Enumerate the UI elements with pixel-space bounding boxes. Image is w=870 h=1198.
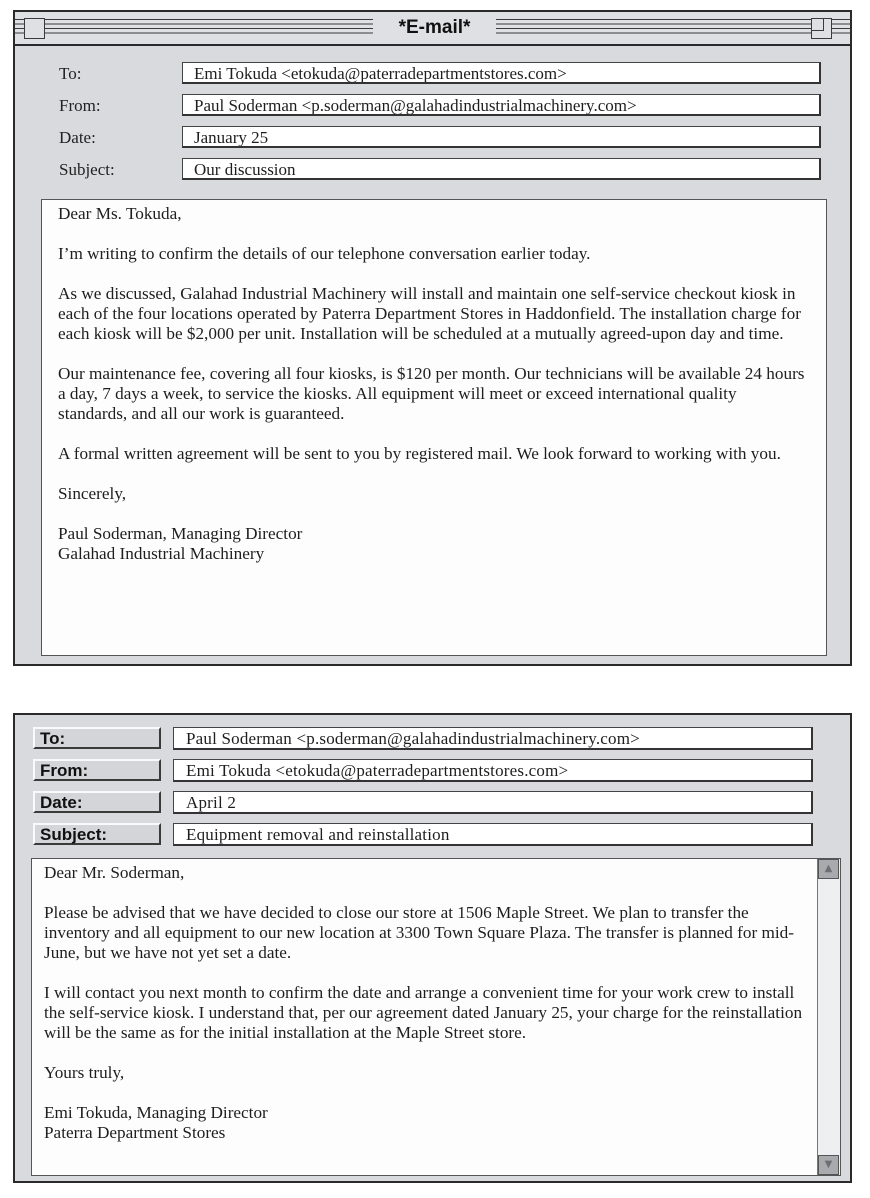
- subject-field[interactable]: Equipment removal and reinstallation: [173, 823, 813, 846]
- to-field[interactable]: Paul Soderman <p.soderman@galahadindustrialmachinery.com>: [173, 727, 813, 750]
- header-row-from: [15, 759, 850, 783]
- greeting: Dear Ms. Tokuda,: [58, 204, 182, 223]
- signature-name: Emi Tokuda, Managing Director: [44, 1103, 268, 1122]
- signature-company: Galahad Industrial Machinery: [58, 544, 265, 563]
- title-bar[interactable]: [15, 12, 850, 46]
- window-title: *E-mail*: [373, 12, 496, 44]
- header-row-subject: [15, 158, 850, 182]
- zoom-box-icon[interactable]: [811, 18, 832, 39]
- message-body[interactable]: [31, 858, 841, 1176]
- header-row-date: [15, 791, 850, 815]
- from-field[interactable]: Emi Tokuda <etokuda@paterradepartmentstores.com>: [173, 759, 813, 782]
- from-label: From:: [33, 759, 161, 781]
- subject-field[interactable]: Our discussion: [182, 158, 821, 180]
- scroll-up-arrow-icon[interactable]: ▲: [818, 859, 839, 879]
- title-bar-stripes-right: [496, 19, 850, 37]
- date-field[interactable]: April 2: [173, 791, 813, 814]
- title-bar-stripes-left: [15, 19, 373, 37]
- scroll-down-arrow-icon[interactable]: ▼: [818, 1155, 839, 1175]
- date-label: Date:: [59, 128, 96, 147]
- email-window-2: [13, 713, 852, 1183]
- to-label: To:: [33, 727, 161, 749]
- body-paragraph: As we discussed, Galahad Industrial Machinery will install and maintain one self-service checkout kiosk in each of the four locations operated by Paterra Department Stores in Haddonfield. The installation charge for each kiosk will be $2,000 per unit. Installation will be scheduled at a mutually agreed-upon day and time.: [58, 284, 801, 343]
- close-box-icon[interactable]: [24, 18, 45, 39]
- signature-company: Paterra Department Stores: [44, 1123, 226, 1142]
- header-row-subject: [15, 823, 850, 847]
- closing: Sincerely,: [58, 484, 127, 503]
- header-row-from: [15, 94, 850, 118]
- subject-label: Subject:: [33, 823, 161, 845]
- signature-name: Paul Soderman, Managing Director: [58, 524, 303, 543]
- greeting: Dear Mr. Soderman,: [44, 863, 185, 882]
- body-paragraph: A formal written agreement will be sent to you by registered mail. We look forward to working with you.: [58, 444, 781, 463]
- vertical-scrollbar[interactable]: [817, 859, 840, 1175]
- body-paragraph: Our maintenance fee, covering all four kiosks, is $120 per month. Our technicians will be available 24 hours a day, 7 days a week, to service the kiosks. All equipment will meet or exceed international quality standards, and all our work is guaranteed.: [58, 364, 805, 423]
- header-row-date: [15, 126, 850, 150]
- to-label: To:: [59, 64, 82, 83]
- from-label: From:: [59, 96, 101, 115]
- message-body[interactable]: [41, 199, 827, 656]
- body-paragraph: I will contact you next month to confirm the date and arrange a convenient time for your work crew to install the self-service kiosk. I understand that, per our agreement dated January 25, your charge for the reinstallation will be the same as for the initial installation at the Maple Street store.: [44, 983, 803, 1042]
- header-row-to: [15, 727, 850, 751]
- closing: Yours truly,: [44, 1063, 125, 1082]
- date-label: Date:: [33, 791, 161, 813]
- from-field[interactable]: Paul Soderman <p.soderman@galahadindustrialmachinery.com>: [182, 94, 821, 116]
- to-field[interactable]: Emi Tokuda <etokuda@paterradepartmentstores.com>: [182, 62, 821, 84]
- body-paragraph: I’m writing to confirm the details of our telephone conversation earlier today.: [58, 244, 591, 263]
- email-window-1: [13, 10, 852, 666]
- header-row-to: [15, 62, 850, 86]
- body-paragraph: Please be advised that we have decided to close our store at 1506 Maple Street. We plan to transfer the inventory and all equipment to our new location at 3300 Town Square Plaza. The transfer is planned for mid-June, but we have not yet set a date.: [44, 903, 794, 962]
- subject-label: Subject:: [59, 160, 115, 179]
- date-field[interactable]: January 25: [182, 126, 821, 148]
